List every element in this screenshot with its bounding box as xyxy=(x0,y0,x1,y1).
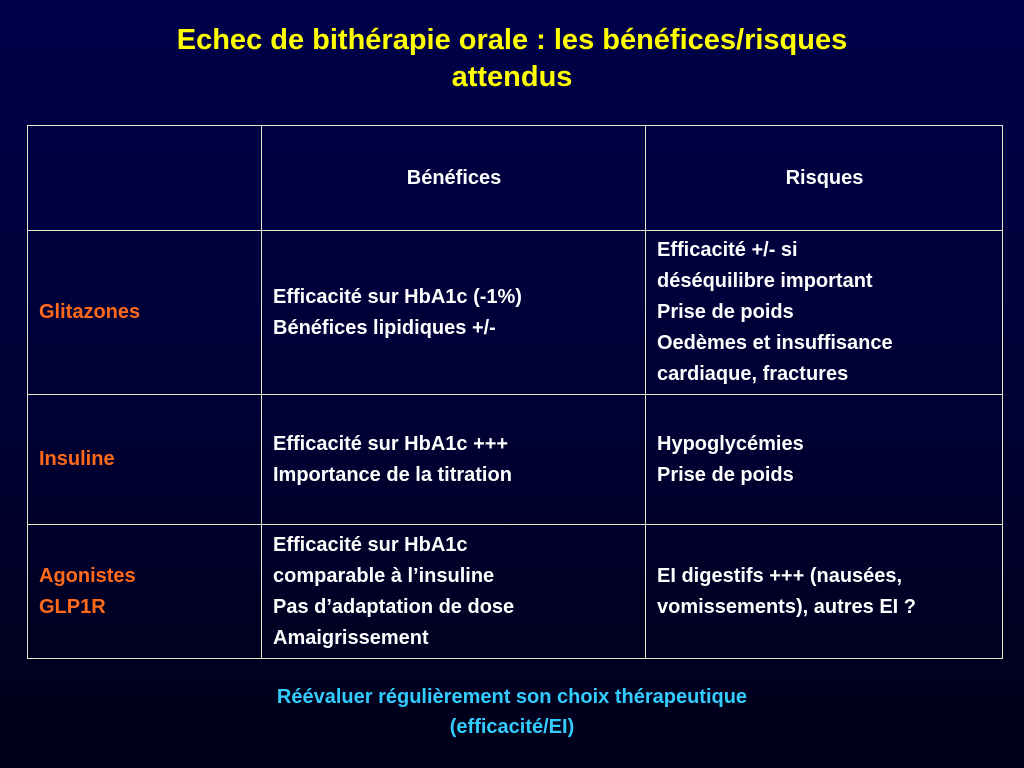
row-label-line-2: GLP1R xyxy=(39,595,106,618)
benefit-line: comparable à l’insuline xyxy=(273,564,495,587)
table-row-glitazones xyxy=(28,231,1003,395)
slide-title-line-1: Echec de bithérapie orale : les bénéfices/risques xyxy=(176,24,848,56)
slide-title xyxy=(0,22,1024,96)
benefit-line: Efficacité sur HbA1c (-1%) xyxy=(273,285,522,308)
footer-line-2: (efficacité/EI) xyxy=(449,716,575,738)
row-label-cell xyxy=(28,395,262,525)
benefit-line: Amaigrissement xyxy=(273,626,429,649)
row-label-cell xyxy=(28,525,262,659)
row-label: Agonistes xyxy=(39,564,136,587)
risk-line: Prise de poids xyxy=(657,301,794,323)
benefit-line: Efficacité sur HbA1c +++ xyxy=(273,432,509,455)
row-label-cell xyxy=(28,231,262,395)
table-row-agonistes-glp1r xyxy=(28,525,1003,659)
row-label: Glitazones xyxy=(39,301,141,323)
risk-line: EI digestifs +++ (nausées, xyxy=(657,564,903,587)
risk-line: Hypoglycémies xyxy=(657,432,804,455)
risks-cell xyxy=(646,525,1003,659)
risk-line: Efficacité +/- si xyxy=(657,239,798,261)
table-row-insuline xyxy=(28,395,1003,525)
benefits-cell xyxy=(262,525,646,659)
header-cell-empty xyxy=(28,126,262,231)
header-cell-benefices: Bénéfices xyxy=(262,126,646,231)
risks-cell xyxy=(646,395,1003,525)
risks-cell xyxy=(646,231,1003,395)
row-label: Insuline xyxy=(39,448,115,470)
footer-line-1: Réévaluer régulièrement son choix thérapeutique xyxy=(276,686,748,708)
risk-line: Oedèmes et insuffisance xyxy=(657,332,893,354)
table-header-row xyxy=(28,126,1003,231)
benefit-line: Efficacité sur HbA1c xyxy=(273,533,468,556)
slide-title-line-2: attendus xyxy=(451,61,573,93)
risk-line: Prise de poids xyxy=(657,463,794,486)
risk-line: vomissements), autres EI ? xyxy=(657,595,916,618)
risk-line: cardiaque, fractures xyxy=(657,363,849,385)
benefit-line: Pas d’adaptation de dose xyxy=(273,595,515,618)
footer-note xyxy=(0,682,1024,742)
benefits-cell xyxy=(262,231,646,395)
header-cell-risques: Risques xyxy=(646,126,1003,231)
benefits-cell xyxy=(262,395,646,525)
risk-line: déséquilibre important xyxy=(657,270,873,292)
comparison-table xyxy=(27,125,1003,659)
benefit-line: Importance de la titration xyxy=(273,463,512,486)
benefit-line: Bénéfices lipidiques +/- xyxy=(273,316,496,339)
